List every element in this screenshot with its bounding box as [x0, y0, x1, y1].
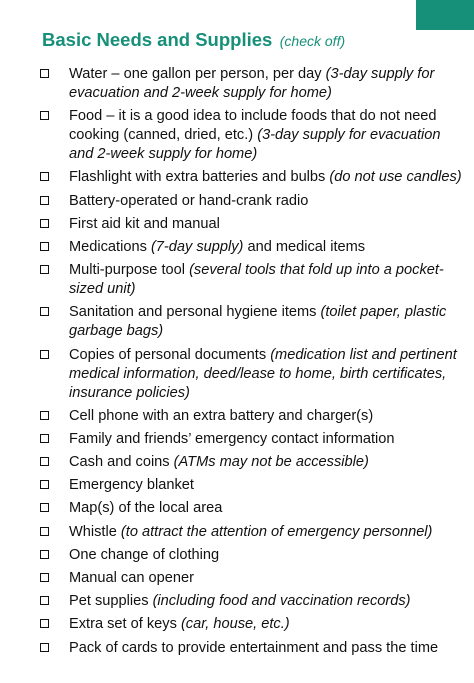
item-text-continued: and medical items — [243, 238, 366, 255]
checkbox-icon[interactable] — [40, 619, 49, 628]
item-note: (3-day supply for evacuation and 2-week supply for home) — [69, 66, 435, 101]
checkbox-icon[interactable] — [40, 527, 49, 536]
checkbox-icon[interactable] — [40, 350, 49, 359]
checkbox-icon[interactable] — [40, 550, 49, 559]
checklist-item — [40, 476, 466, 495]
checklist-item — [40, 168, 466, 187]
checkbox-icon[interactable] — [40, 172, 49, 181]
item-text: Sanitation and personal hygiene items — [69, 304, 321, 321]
item-text: Cash and coins — [69, 454, 174, 471]
item-text: Extra set of keys — [69, 616, 181, 633]
checklist-item — [40, 65, 466, 103]
item-note: (ATMs may not be accessible) — [173, 454, 369, 471]
item-note: (do not use candles) — [329, 169, 462, 186]
checklist-item — [40, 523, 466, 542]
checklist-item — [40, 430, 466, 449]
corner-tab — [416, 0, 474, 30]
item-note: (to attract the attention of emergency personnel) — [120, 523, 433, 540]
item-text: Map(s) of the local area — [69, 500, 223, 517]
item-note: (several tools that fold up into a pocket-sized unit) — [69, 262, 444, 298]
item-note: (7-day supply) — [150, 238, 244, 255]
item-text: Water – one gallon per person, per day — [69, 66, 326, 82]
checkbox-icon[interactable] — [40, 196, 49, 205]
item-text: Manual can opener — [69, 570, 194, 586]
item-text: Family and friends’ emergency contact information — [69, 430, 395, 447]
item-note: (including food and vaccination records) — [152, 593, 411, 610]
checkbox-icon[interactable] — [40, 411, 49, 420]
checkbox-icon[interactable] — [40, 307, 49, 316]
checkbox-icon[interactable] — [40, 242, 49, 251]
checklist-item — [40, 499, 466, 518]
checklist-item — [40, 346, 466, 403]
item-note: (3-day supply for evacuation and 2-week supply for home) — [69, 127, 441, 163]
section-subtitle: (check off) — [279, 33, 346, 49]
checklist-item — [40, 592, 466, 611]
item-note: (car, house, etc.) — [180, 616, 290, 633]
checklist-item — [40, 453, 466, 472]
item-text: Pet supplies — [69, 593, 153, 610]
checklist-item — [40, 546, 466, 565]
checkbox-icon[interactable] — [40, 643, 49, 652]
checkbox-icon[interactable] — [40, 573, 49, 582]
checkbox-icon[interactable] — [40, 596, 49, 605]
checklist-item — [40, 192, 466, 211]
checklist-item — [40, 639, 466, 658]
section-heading — [42, 29, 345, 51]
item-text: Battery-operated or hand-crank radio — [69, 192, 309, 209]
checklist-item — [40, 261, 466, 299]
item-text: Whistle — [69, 523, 121, 540]
item-note: (medication list and pertinent medical information, deed/lease to home, birth certificates, insurance policies) — [69, 346, 457, 401]
item-text: First aid kit and manual — [69, 215, 220, 232]
checkbox-icon[interactable] — [40, 434, 49, 443]
item-text: Medications — [69, 238, 151, 255]
checklist-item — [40, 215, 466, 234]
checkbox-icon[interactable] — [40, 480, 49, 489]
section-title: Basic Needs and Supplies — [42, 29, 273, 50]
item-text: Flashlight with extra batteries and bulbs — [69, 169, 330, 186]
checkbox-icon[interactable] — [40, 457, 49, 466]
item-note: (toilet paper, plastic garbage bags) — [69, 304, 447, 340]
item-text: Multi-purpose tool — [69, 262, 190, 279]
item-text: Emergency blanket — [69, 477, 194, 494]
checkbox-icon[interactable] — [40, 265, 49, 274]
item-text: Copies of personal documents — [69, 346, 271, 363]
item-text: One change of clothing — [69, 546, 220, 563]
checklist-item — [40, 303, 466, 341]
checkbox-icon[interactable] — [40, 503, 49, 512]
checkbox-icon[interactable] — [40, 111, 49, 120]
item-text: Cell phone with an extra battery and charger(s) — [69, 407, 374, 424]
checklist-item — [40, 238, 466, 257]
item-text: Pack of cards to provide entertainment and pass the time — [69, 639, 439, 656]
supplies-checklist — [40, 65, 466, 662]
checklist-item — [40, 569, 466, 588]
checklist-item — [40, 107, 466, 164]
checklist-item — [40, 615, 466, 634]
checklist-item — [40, 407, 466, 426]
item-text: Food – it is a good idea to include foods that do not need cooking (canned, dried, etc.) — [69, 108, 437, 144]
checkbox-icon[interactable] — [40, 69, 49, 78]
checkbox-icon[interactable] — [40, 219, 49, 228]
